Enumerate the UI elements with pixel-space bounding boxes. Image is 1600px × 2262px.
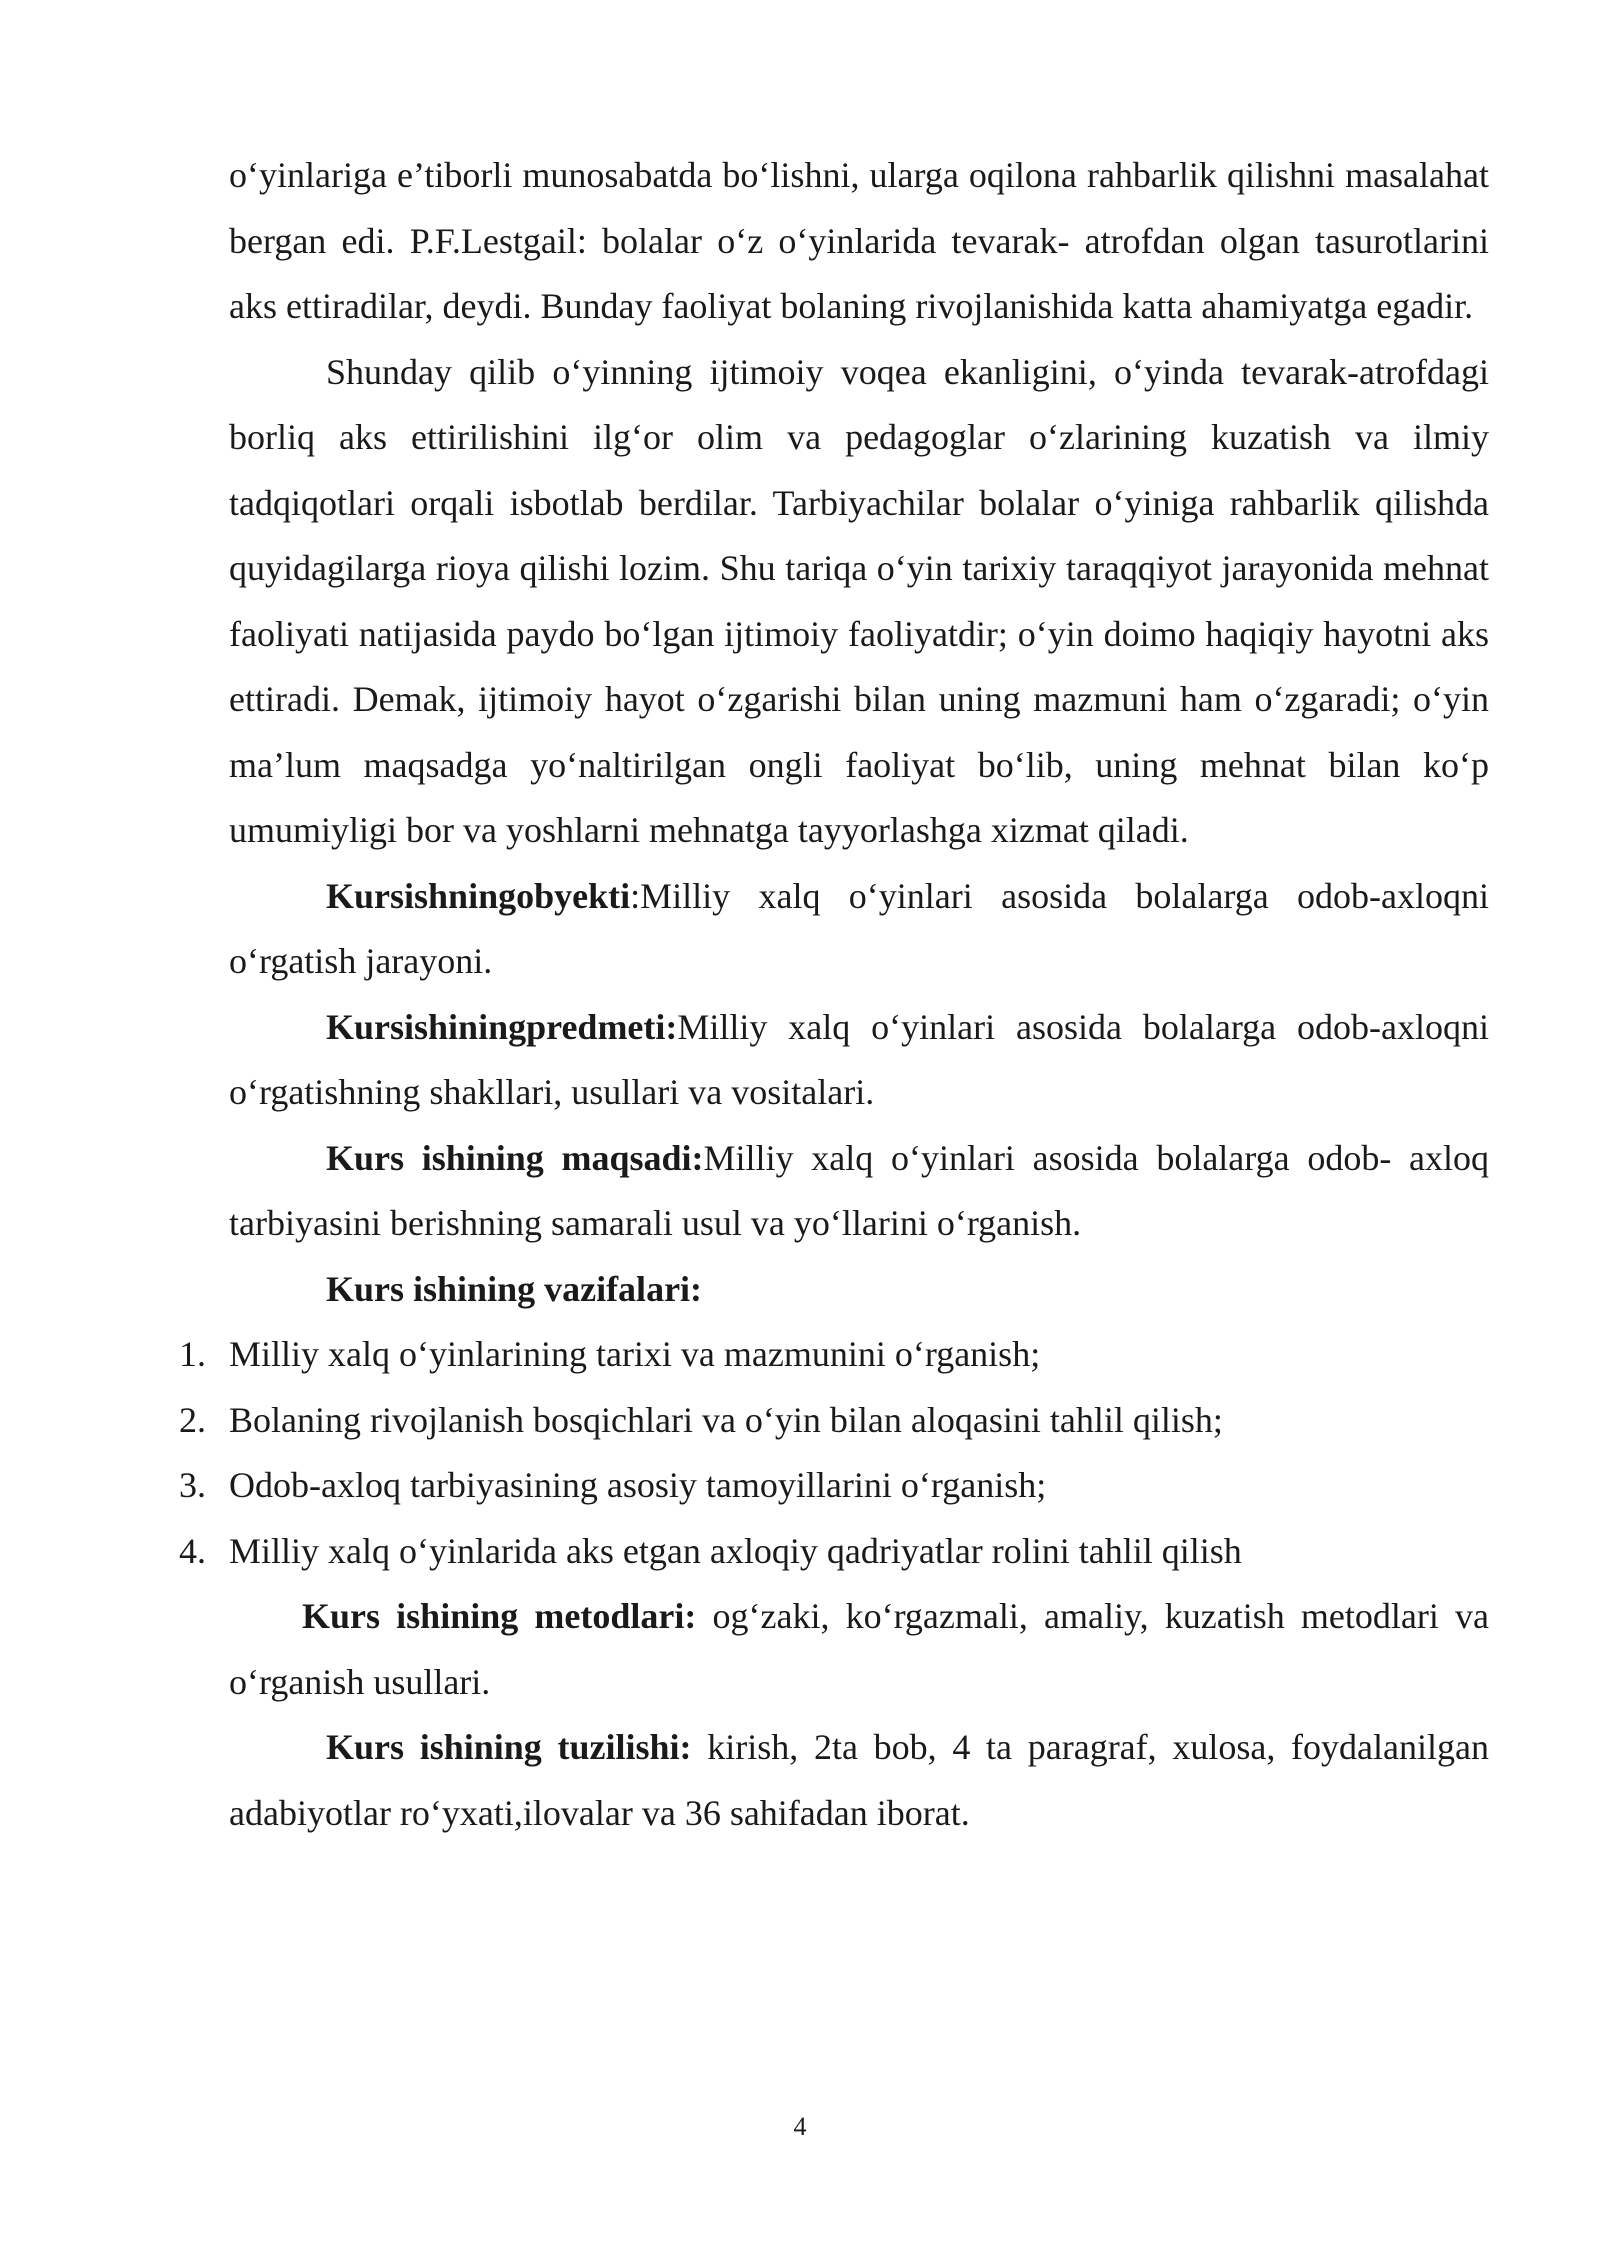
paragraph-goal — [229, 1126, 1489, 1257]
list-item — [179, 1322, 1489, 1388]
list-item-text: Milliy xalq o‘yinlarida aks etgan axloqiy qadriyatlar rolini tahlil qilish — [229, 1530, 1242, 1571]
list-item-text: Bolaning rivojlanish bosqichlari va o‘yin bilan aloqasini tahlil qilish; — [229, 1399, 1223, 1440]
structure-label: Kurs ishining tuzilishi: — [326, 1727, 692, 1767]
list-item — [179, 1388, 1489, 1454]
methods-text: og‘zaki, ko‘rgazmali, amaliy, kuzatish metodlari va o‘rganish usullari. — [229, 1596, 1489, 1702]
list-item-number: 1. — [179, 1334, 206, 1374]
subject-label: Kursishiningpredmeti: — [326, 1006, 678, 1047]
list-item-text: Odob-axloq tarbiyasining asosiy tamoyillarini o‘rganish; — [229, 1465, 1047, 1505]
list-item-number: 3. — [179, 1465, 206, 1505]
tasks-list — [179, 1322, 1489, 1584]
methods-label: Kurs ishining metodlari: — [302, 1596, 697, 1636]
object-text: :Milliy xalq o‘yinlari asosida bolalarga odob-axloqni o‘rgatish jarayoni. — [229, 875, 1489, 981]
paragraph-game-social: Shunday qilib o‘yinning ijtimoiy voqea ekanligini, o‘yinda tevarak-atrofdagi borliq aks ettirilishini ilg‘or olim va pedagoglar o‘zlarining kuzatish va ilmiy tadqiqotlari orqali isbotlab berdilar. Tarbiyachilar bolalar o‘yiniga rahbarlik qilishda quyidagilarga rioya qilishi lozim. Shu tariqa o‘yin tarixiy taraqqiyot jarayonida mehnat faoliyati natijasida paydo bo‘lgan ijtimoiy faoliyatdir; o‘yin doimo haqiqiy hayotni aks ettiradi. Demak, ijtimoiy hayot o‘zgarishi bilan uning mazmuni ham o‘zgaradi; o‘yin ma’lum maqsadga yo‘naltirilgan ongli faoliyat bo‘lib, uning mehnat bilan ko‘p umumiyligi bor va yoshlarni mehnatga tayyorlashga xizmat qiladi. — [229, 351, 1489, 850]
paragraph-methods — [229, 1584, 1489, 1715]
body-text — [179, 143, 1489, 1846]
tasks-label: Kurs ishining vazifalari: — [326, 1268, 703, 1309]
list-item-text: Milliy xalq o‘yinlarining tarixi va mazmunini o‘rganish; — [229, 1334, 1041, 1374]
list-item-number: 2. — [179, 1399, 206, 1440]
page-number: 4 — [793, 2112, 807, 2141]
paragraph-subject — [229, 995, 1489, 1126]
paragraph-intro: o‘yinlariga e’tiborli munosabatda bo‘lishni, ularga oqilona rahbarlik qilishni masalahat bergan edi. P.F.Lestgail: bolalar o‘z o‘yinlarida tevarak- atrofdan olgan tasurotlarini aks ettiradilar, deydi. Bunday faoliyat bolaning rivojlanishida katta ahamiyatga egadir. — [229, 155, 1489, 326]
list-item — [179, 1453, 1489, 1519]
paragraph-structure — [229, 1715, 1489, 1846]
subject-text: Milliy xalq o‘yinlari asosida bolalarga odob-axloqni o‘rgatishning shakllari, usullari va vositalari. — [229, 1006, 1489, 1112]
object-label: Kursishningobyekti — [326, 875, 631, 916]
structure-text: kirish, 2ta bob, 4 ta paragraf, xulosa, foydalanilgan adabiyotlar ro‘yxati,ilovalar va 36 sahifadan iborat. — [229, 1727, 1489, 1833]
list-item — [179, 1519, 1489, 1585]
goal-text: Milliy xalq o‘yinlari asosida bolalarga odob- axloq tarbiyasini berishning samarali usul va yo‘llarini o‘rganish. — [229, 1137, 1489, 1243]
goal-label: Kurs ishining maqsadi: — [326, 1137, 704, 1178]
paragraph-tasks-heading — [229, 1257, 1489, 1323]
paragraph-object — [229, 864, 1489, 995]
list-item-number: 4. — [179, 1530, 206, 1571]
